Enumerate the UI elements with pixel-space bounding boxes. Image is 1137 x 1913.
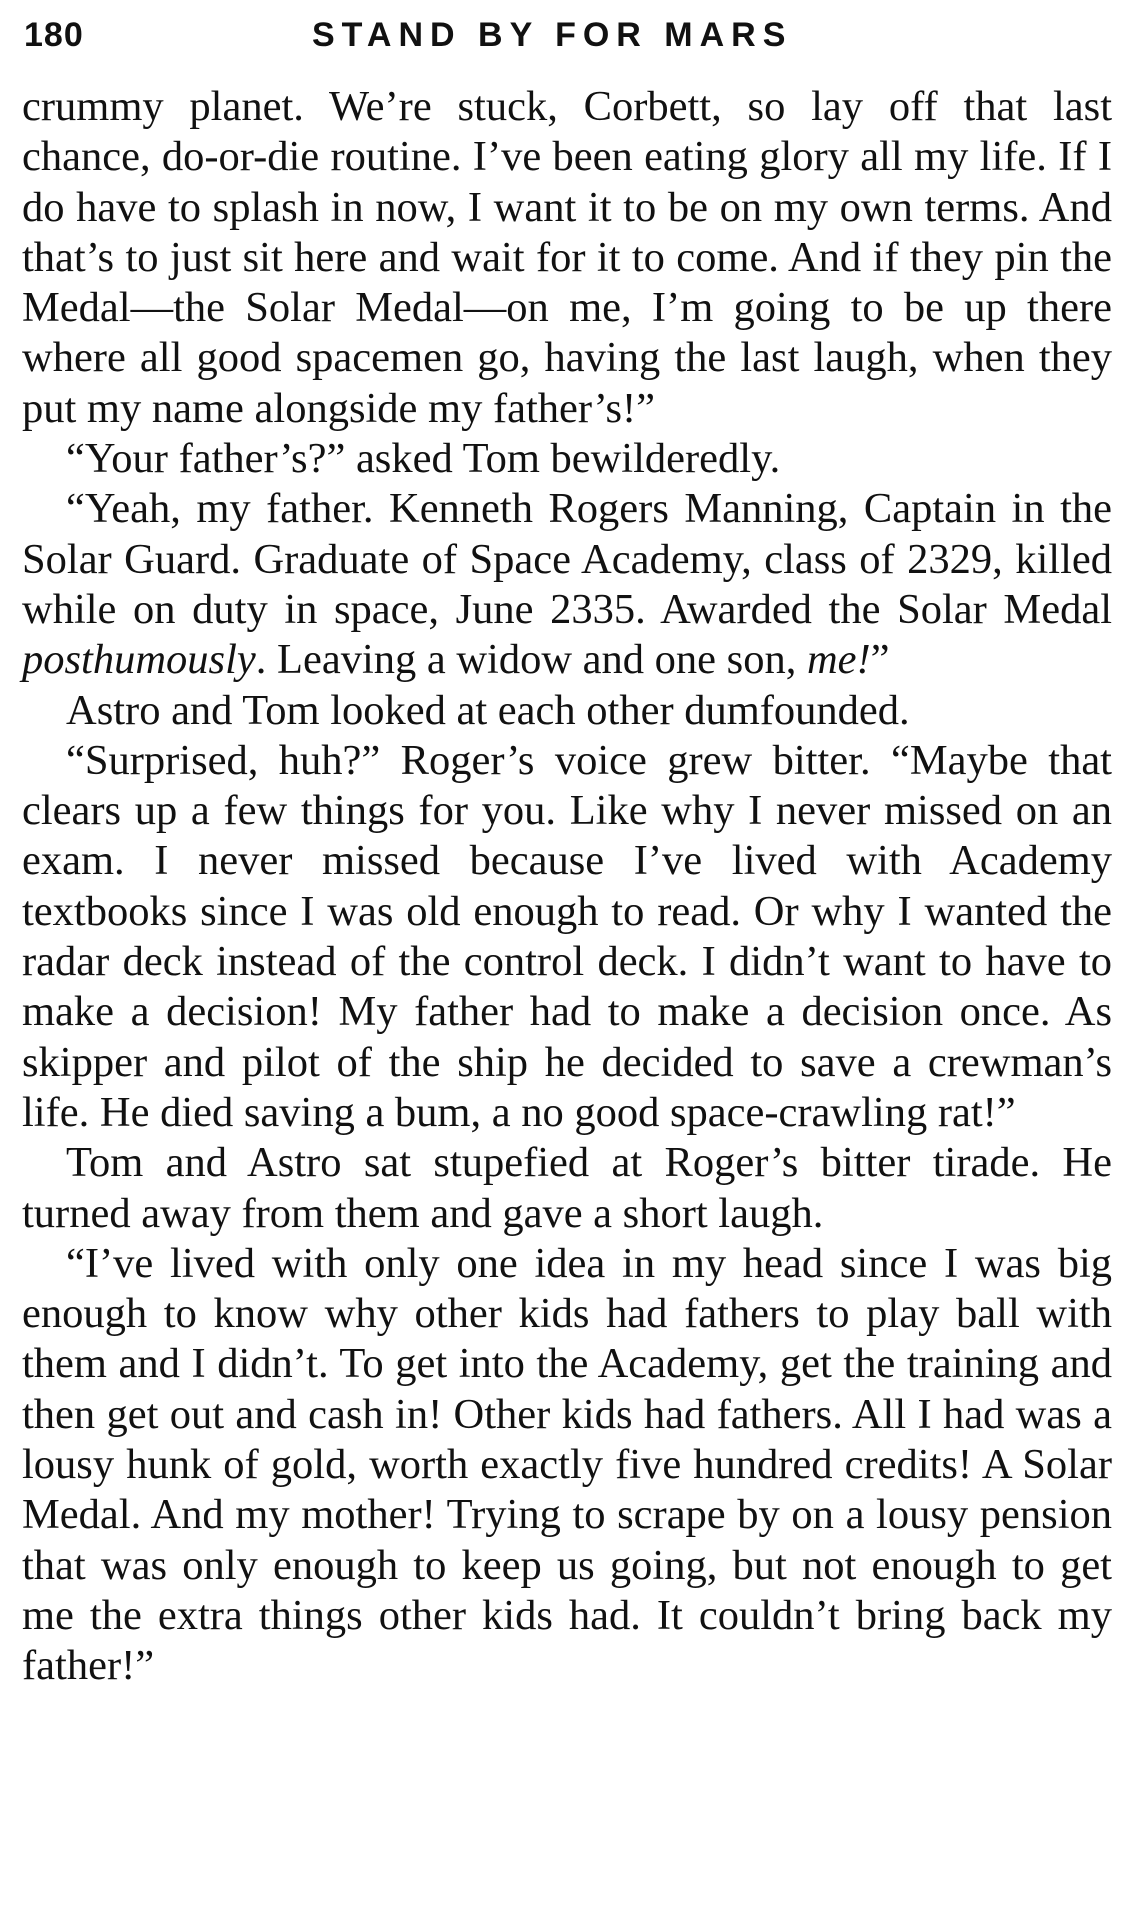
italic-text: posthumously	[22, 636, 256, 684]
italic-text: me!	[806, 636, 871, 684]
text-segment: “Your father’s?” asked Tom bewilderedly.	[66, 435, 781, 483]
text-segment: crummy planet. We’re stuck, Corbett, so lay off that last chance, do-or-die routine. I’ve been eating glory all my life. If I do have to splash in now, I want it to be on my own terms. And that’s to just sit here and wait for it to come. And if they pin the Medal—the Solar Medal—on me, I’m going to be up there where all good spacemen go, having the last laugh, when they put my name alongside my father’s!”	[22, 83, 1112, 432]
paragraph-5	[22, 736, 1112, 1138]
paragraph-6	[22, 1138, 1112, 1239]
text-segment: “Yeah, my father. Kenneth Rogers Manning, Captain in the Solar Guard. Graduate of Space Academy, class of 2329, killed while on duty in space, June 2335. Awarded the Solar Medal	[22, 485, 1112, 633]
paragraph-2	[22, 434, 1112, 484]
text-segment: Astro and Tom looked at each other dumfounded.	[66, 686, 910, 734]
paragraph-1	[22, 82, 1112, 434]
paragraph-3	[22, 484, 1112, 685]
book-title: STAND BY FOR MARS	[312, 16, 793, 54]
paragraph-7	[22, 1239, 1112, 1692]
book-page	[22, 12, 1112, 1690]
text-segment: Tom and Astro sat stupefied at Roger’s bitter tirade. He turned away from them and gave a short laugh.	[22, 1139, 1112, 1237]
page-number: 180	[24, 16, 84, 54]
text-segment: ”	[870, 636, 890, 684]
text-segment: “Surprised, huh?” Roger’s voice grew bitter. “Maybe that clears up a few things for you. Like why I never missed on an exam. I never missed because I’ve lived with Academy textbooks since I was old enough to read. Or why I wanted the radar deck instead of the control deck. I didn’t want to have to make a decision! My father had to make a decision once. As skipper and pilot of the ship he decided to save a crewman’s life. He died saving a bum, a no good space-crawling rat!”	[22, 736, 1112, 1136]
paragraph-4	[22, 686, 1112, 736]
text-segment: . Leaving a widow and one son,	[255, 636, 807, 684]
body-text	[22, 82, 1112, 1692]
text-segment: “I’ve lived with only one idea in my head since I was big enough to know why other kids had fathers to play ball with them and I didn’t. To get into the Academy, get the training and then get out and cash in! Other kids had fathers. All I had was a lousy hunk of gold, worth exactly five hundred credits! A Solar Medal. And my mother! Trying to scrape by on a lousy pension that was only enough to keep us going, but not enough to get me the extra things other kids had. It couldn’t bring back my father!”	[22, 1239, 1112, 1690]
running-head	[22, 12, 1112, 62]
